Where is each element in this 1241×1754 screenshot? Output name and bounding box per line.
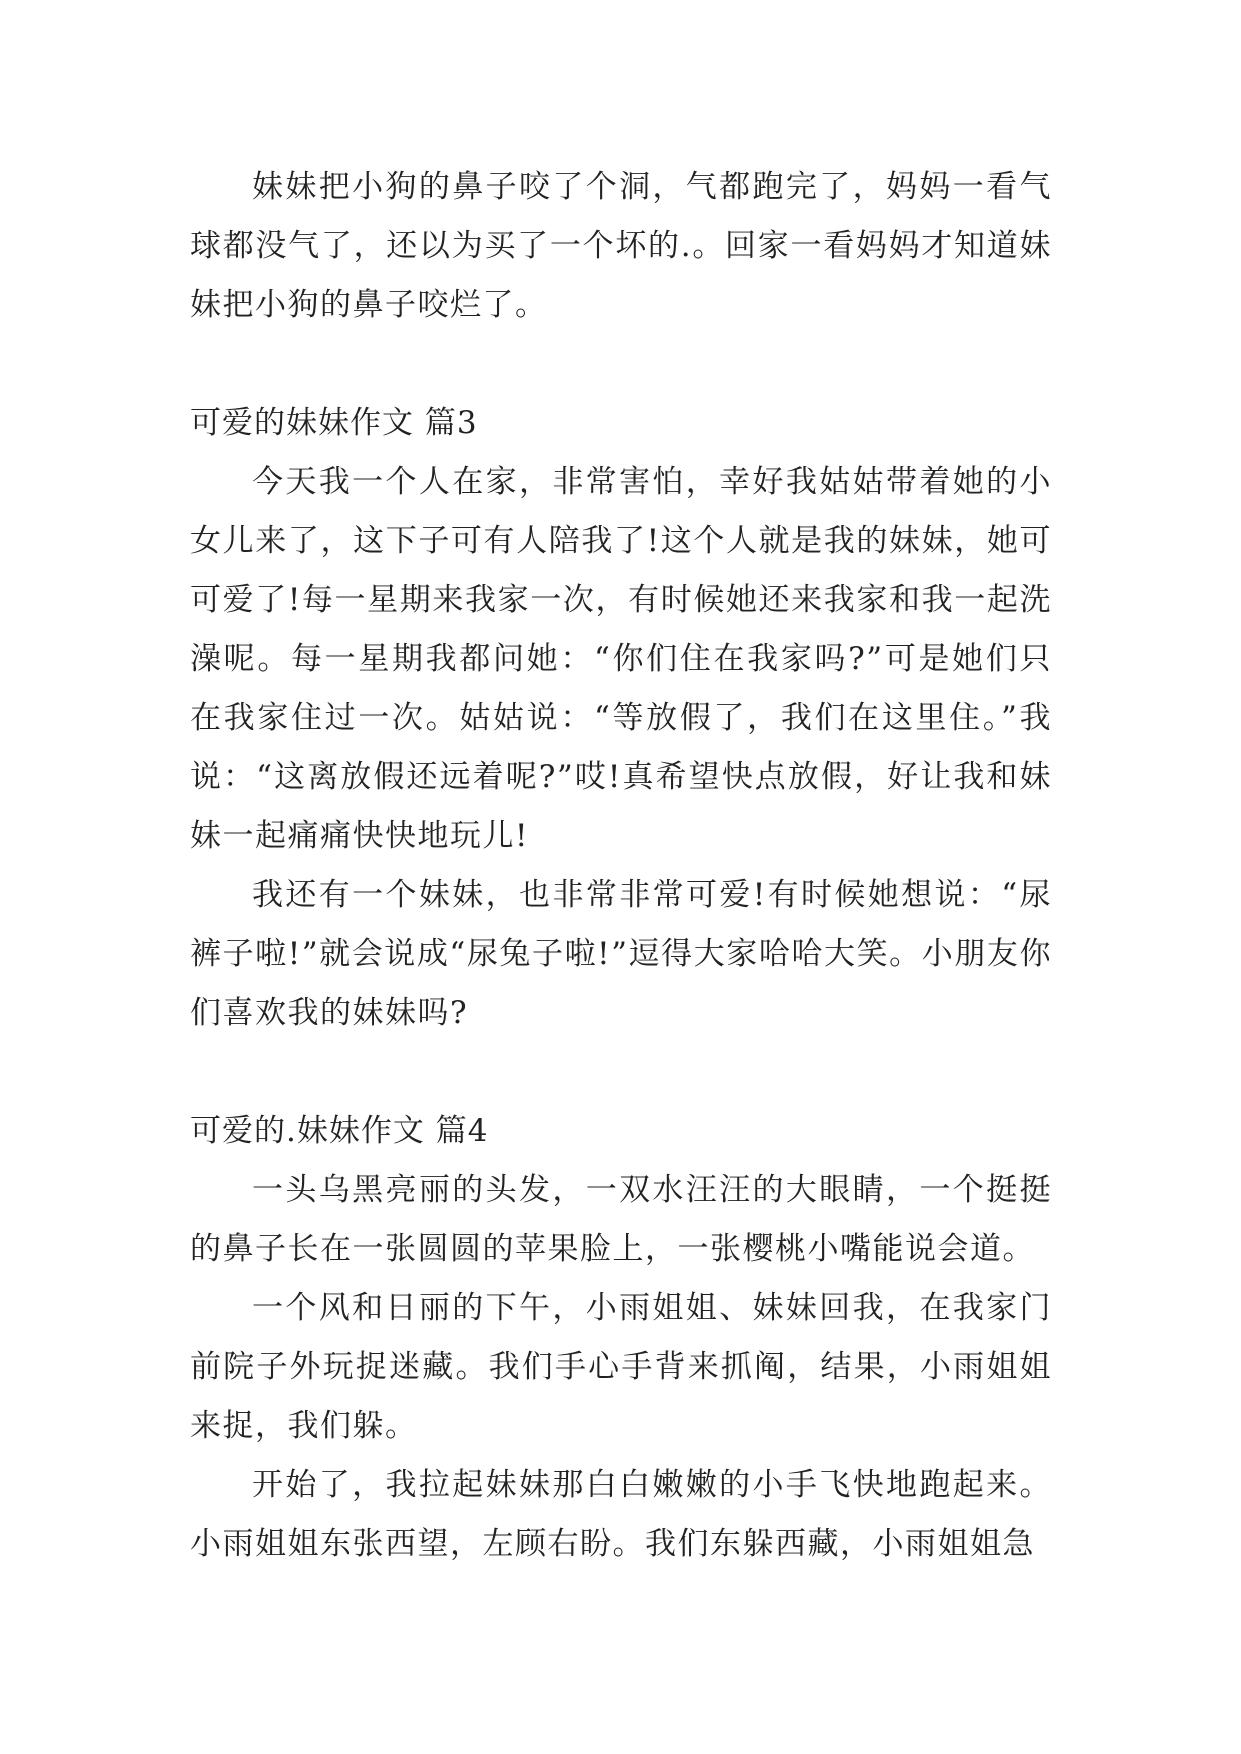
paragraph-5: 一个风和日丽的下午，小雨姐姐、妹妹回我，在我家门前院子外玩捉迷藏。我们手心手背来抓阄，结果，小雨姐姐来捉，我们躲。 [190,1290,1052,1444]
paragraph-2: 今天我一个人在家，非常害怕，幸好我姑姑带着她的小女儿来了，这下子可有人陪我了!这个人就是我的妹妹，她可可爱了!每一星期来我家一次，有时候她还来我家和我一起洗澡呢。每一星期我都问她：“你们住在我家吗?”可是她们只在我家住过一次。姑姑说：“等放假了，我们在这里住。”我说：“这离放假还远着呢?”哎!真希望快点放假，好让我和妹妹一起痛痛快快地玩儿! [190,464,1052,854]
paragraph-4: 一头乌黑亮丽的头发，一双水汪汪的大眼睛，一个挺挺的鼻子长在一张圆圆的苹果脸上，一张樱桃小嘴能说会道。 [190,1172,1052,1267]
document-body [190,158,1052,1574]
paragraph-3: 我还有一个妹妹，也非常非常可爱!有时候她想说：“尿裤子啦!”就会说成“尿兔子啦!”逗得大家哈哈大笑。小朋友你们喜欢我的妹妹吗? [190,877,1052,1031]
section-heading-4: 可爱的.妹妹作文 篇4 [190,1113,489,1149]
section-heading-3: 可爱的妹妹作文 篇3 [190,405,478,441]
paragraph-1: 妹妹把小狗的鼻子咬了个洞，气都跑完了，妈妈一看气球都没气了，还以为买了一个坏的.。回家一看妈妈才知道妹妹把小狗的鼻子咬烂了。 [190,169,1052,323]
paragraph-6: 开始了，我拉起妹妹那白白嫩嫩的小手飞快地跑起来。小雨姐姐东张西望，左顾右盼。我们东躲西藏，小雨姐姐急 [190,1467,1052,1562]
